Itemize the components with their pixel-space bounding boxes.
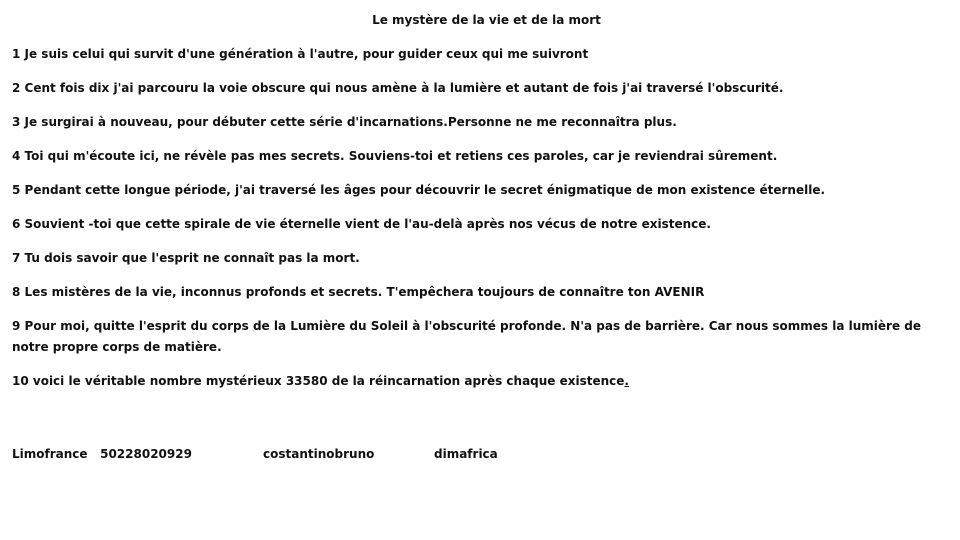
verse-2: 2 Cent fois dix j'ai parcouru la voie obscure qui nous amène à la lumière et autant de fois j'ai traversé l'obscurité. — [12, 81, 784, 95]
author-signature — [12, 444, 192, 464]
verse-1: 1 Je suis celui qui survit d'une génération à l'autre, pour guider ceux qui me suivront — [12, 47, 589, 61]
verse-5: 5 Pendant cette longue période, j'ai traversé les âges pour découvrir le secret énigmatique de mon existence éternelle. — [12, 183, 826, 197]
author-number: 50228020929 — [100, 447, 192, 461]
author-name: Limofrance — [12, 447, 88, 461]
verse-4: 4 Toi qui m'écoute ici, ne révèle pas mes secrets. Souviens-toi et retiens ces paroles, car je reviendrai sûrement. — [12, 149, 778, 163]
verse-10-period: . — [624, 374, 629, 388]
page-title: Le mystère de la vie et de la mort — [372, 13, 601, 27]
verse-10-text: 10 voici le véritable nombre mystérieux 33580 de la réincarnation après chaque existence — [12, 374, 625, 388]
verse-9: 9 Pour moi, quitte l'esprit du corps de la Lumière du Soleil à l'obscurité profonde. N'a pas de barrière. Car nous sommes la lumière de notre propre corps de matière. — [12, 319, 922, 354]
contact-dimafrica: dimafrica — [434, 447, 498, 461]
verse-10 — [12, 371, 932, 392]
verse-6: 6 Souvient -toi que cette spirale de vie éternelle vient de l'au-delà après nos vécus de notre existence. — [12, 217, 711, 231]
verse-3: 3 Je surgirai à nouveau, pour débuter cette série d'incarnations.Personne ne me reconnaîtra plus. — [12, 115, 677, 129]
verse-8: 8 Les mistères de la vie, inconnus profonds et secrets. T'empêchera toujours de connaître ton AVENIR — [12, 285, 705, 299]
verse-7: 7 Tu dois savoir que l'esprit ne connaît pas la mort. — [12, 251, 360, 265]
contact-costantinobruno: costantinobruno — [263, 447, 375, 461]
